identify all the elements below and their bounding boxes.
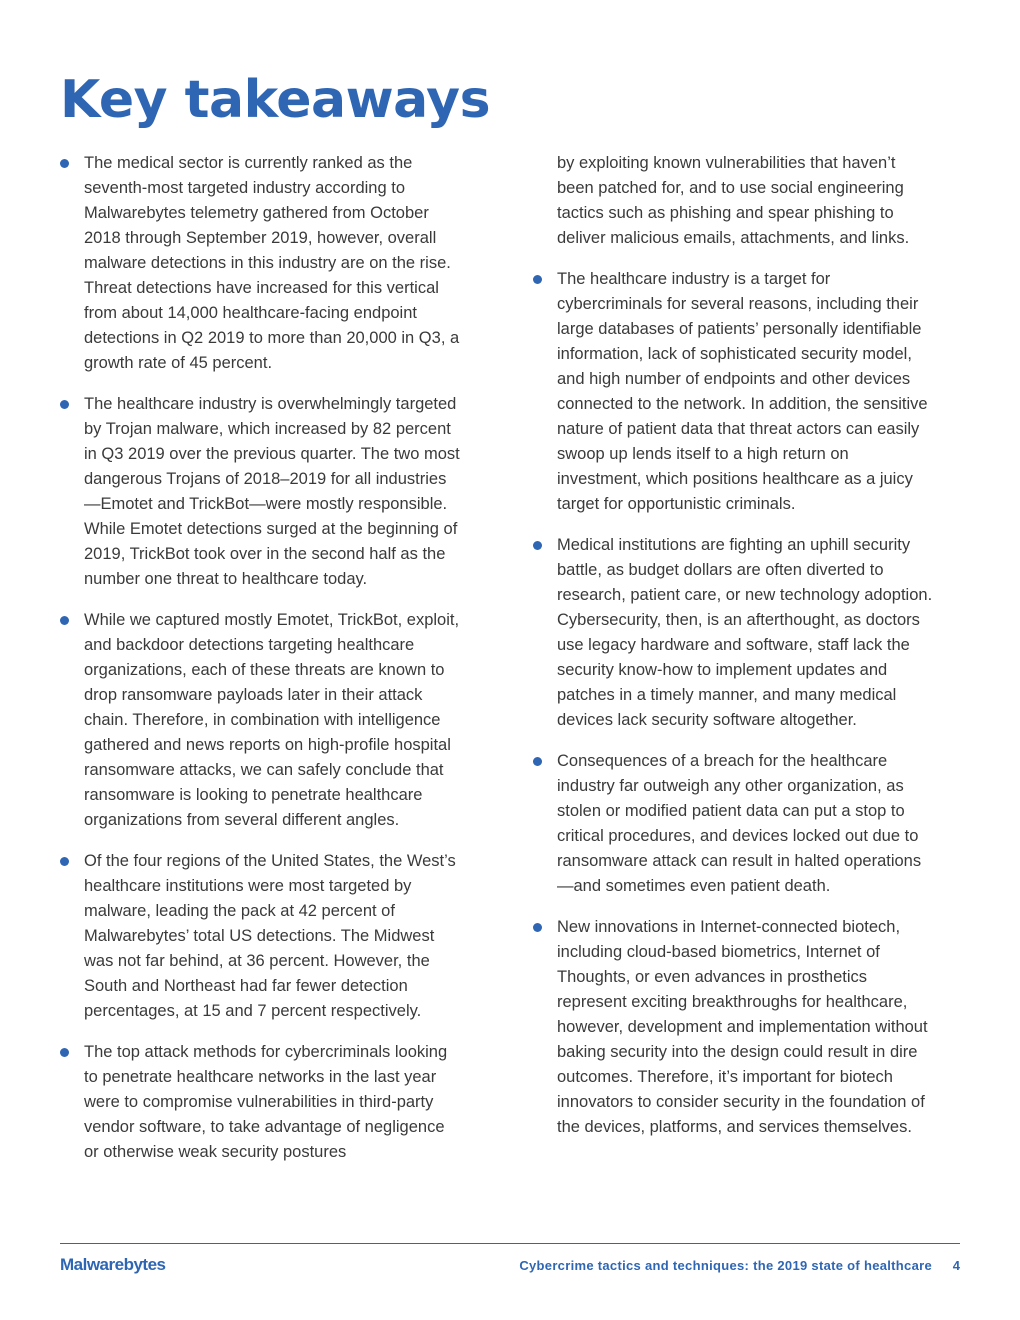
- bullet-icon: [533, 757, 542, 766]
- takeaway-text: Consequences of a breach for the healthcare industry far outweigh any other organization, as stolen or modified patient data can put a stop to critical procedures, and devices locked out due to ransomware attack can result in halted operations—and sometimes even patient death.: [557, 752, 922, 895]
- takeaway-item: [60, 608, 460, 833]
- left-column: [60, 151, 460, 1181]
- takeaway-item: [60, 392, 460, 592]
- bullet-icon: [60, 400, 69, 409]
- bullet-icon: [533, 541, 542, 550]
- bullet-icon: [533, 275, 542, 284]
- takeaway-continuation: [533, 151, 933, 251]
- takeaway-text: The top attack methods for cybercriminals looking to penetrate healthcare networks in the last year were to compromise vulnerabilities in third-party vendor software, to take advantage of negligence or otherwise weak security postures: [84, 1043, 448, 1161]
- bullet-icon: [60, 616, 69, 625]
- right-column: [533, 151, 933, 1156]
- takeaway-item: [533, 749, 933, 899]
- takeaway-text: Of the four regions of the United States, the West’s healthcare institutions were most targeted by malware, leading the pack at 42 percent of Malwarebytes’ total US detections. The Midwest was not far behind, at 36 percent. However, the South and Northeast had far fewer detection percentages, at 15 and 7 percent respectively.: [84, 852, 456, 1020]
- takeaway-text: by exploiting known vulnerabilities that haven’t been patched for, and to use social engineering tactics such as phishing and spear phishing to deliver malicious emails, attachments, and links.: [557, 154, 910, 247]
- takeaway-item: [60, 849, 460, 1024]
- takeaway-text: New innovations in Internet-connected biotech, including cloud-based biometrics, Internet of Thoughts, or even advances in prosthetics represent exciting breakthroughs for healthcare, however, development and implementation without baking security into the design could result in dire outcomes. Therefore, it’s important for biotech innovators to consider security in the foundation of the devices, platforms, and services themselves.: [557, 918, 928, 1136]
- takeaway-text: Medical institutions are fighting an uphill security battle, as budget dollars are often diverted to research, patient care, or new technology adoption. Cybersecurity, then, is an afterthought, as doctors use legacy hardware and software, staff lack the security know-how to implement updates and patches in a timely manner, and many medical devices lack security software altogether.: [557, 536, 933, 729]
- takeaway-item: [533, 915, 933, 1140]
- takeaway-text: The medical sector is currently ranked as the seventh-most targeted industry according to Malwarebytes telemetry gathered from October 2018 through September 2019, however, overall malware detections in this industry are on the rise. Threat detections have increased for this vertical from about 14,000 healthcare-facing endpoint detections in Q2 2019 to more than 20,000 in Q3, a growth rate of 45 percent.: [84, 154, 460, 372]
- bullet-icon: [60, 857, 69, 866]
- footer-divider: [60, 1243, 960, 1244]
- bullet-icon: [60, 1048, 69, 1057]
- bullet-icon: [533, 923, 542, 932]
- takeaway-item: [533, 267, 933, 517]
- takeaway-item: [60, 151, 460, 376]
- takeaway-text: While we captured mostly Emotet, TrickBot, exploit, and backdoor detections targeting healthcare organizations, each of these threats are known to drop ransomware payloads later in their attack chain. Therefore, in combination with intelligence gathered and news reports on high-profile hospital ransomware attacks, we can safely conclude that ransomware is looking to penetrate healthcare organizations from several different angles.: [84, 611, 460, 829]
- malwarebytes-logo: Malwarebytes: [60, 1255, 166, 1274]
- page-title: Key takeaways: [60, 70, 491, 130]
- takeaway-item: [533, 533, 933, 733]
- bullet-icon: [60, 159, 69, 168]
- page-number: 4: [952, 1258, 960, 1273]
- footer-document-title: Cybercrime tactics and techniques: the 2019 state of healthcare: [519, 1258, 932, 1273]
- takeaway-text: The healthcare industry is overwhelmingly targeted by Trojan malware, which increased by 82 percent in Q3 2019 over the previous quarter. The two most dangerous Trojans of 2018–2019 for all industries—Emotet and TrickBot—were mostly responsible. While Emotet detections surged at the beginning of 2019, TrickBot took over in the second half as the number one threat to healthcare today.: [84, 395, 460, 588]
- takeaway-text: The healthcare industry is a target for cybercriminals for several reasons, including their large databases of patients’ personally identifiable information, lack of sophisticated security model, and high number of endpoints and other devices connected to the network. In addition, the sensitive nature of patient data that threat actors can easily swoop up lends itself to a high return on investment, which positions healthcare as a juicy target for opportunistic criminals.: [557, 270, 928, 513]
- takeaway-item: [60, 1040, 460, 1165]
